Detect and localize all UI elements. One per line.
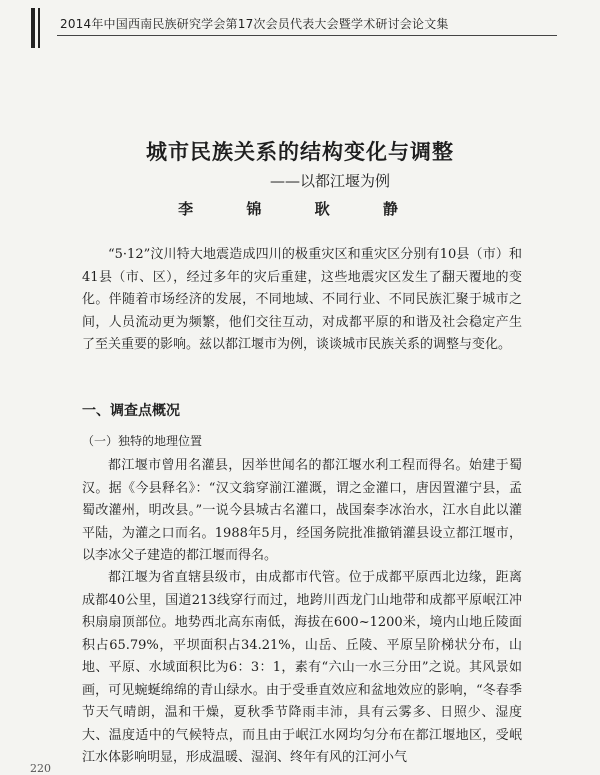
article-subtitle: ——以都江堰为例	[270, 172, 391, 190]
running-header: 2014年中国西南民族研究学会第17次会员代表大会暨学术研讨会论文集	[60, 17, 449, 31]
abstract-paragraph: “5·12”汶川特大地震造成四川的极重灾区和重灾区分别有10县（市）和41县（市、区），经过多年的灾后重建，这些地震灾区发生了翻天覆地的变化。伴随着市场经济的发展，不同地域、不同行业、不同民族汇聚于城市之间，人员流动更为频繁，他们交往互动，对成都平原的和谐及社会稳定产生了至关重要的影响。兹以都江堰市为例，谈谈城市民族关系的调整与变化。	[82, 247, 522, 352]
header-bar-thin	[38, 8, 40, 48]
body-paragraph: 都江堰市曾用名灌县，因举世闻名的都江堰水利工程而得名。始建于蜀汉。据《今县释名》：“汉文翁穿湔江灌溉，谓之金灌口，唐因置灌宁县，孟蜀改灌州，明改县。”一说今县城古名灌口，战国秦李冰治水，江水自此以灌平陆，为灌之口而名。1988年5月，经国务院批准撤销灌县设立都江堰市，以李冰父子建造的都江堰而得名。	[82, 458, 522, 563]
header-rule	[57, 35, 557, 36]
page-number: 220	[30, 762, 51, 775]
body-paragraph: 都江堰为省直辖县级市，由成都市代管。位于成都平原西北边缘，距离成都40公里，国道213线穿行而过，地跨川西龙门山地带和成都平原岷江冲积扇扇顶部位。地势西北高东南低，海拔在600~1200米，境内山地丘陵面积占65.79%，平坝面积占34.21%，山岳、丘陵、平原呈阶梯状分布，山地、平原、水域面积比为6：3：1，素有“六山一水三分田”之说。其风景如画，可见蜿蜒绵绵的青山绿水。由于受垂直效应和盆地效应的影响，“冬春季节天气晴朗，温和干燥，夏秋季节降雨丰沛，具有云雾多、日照少、湿度大、温度适中的气候特点，而且由于岷江水网均匀分布在都江堰地区，受岷江水体影响明显，形成温暖、湿润、终年有风的江河小气	[82, 570, 522, 765]
article-authors: 李 锦 耿 静	[178, 200, 422, 218]
section-heading: 一、调查点概况	[82, 403, 180, 419]
subsection-heading: （一）独特的地理位置	[82, 434, 203, 448]
header-bar-thick	[31, 8, 35, 48]
article-title: 城市民族关系的结构变化与调整	[146, 140, 454, 164]
